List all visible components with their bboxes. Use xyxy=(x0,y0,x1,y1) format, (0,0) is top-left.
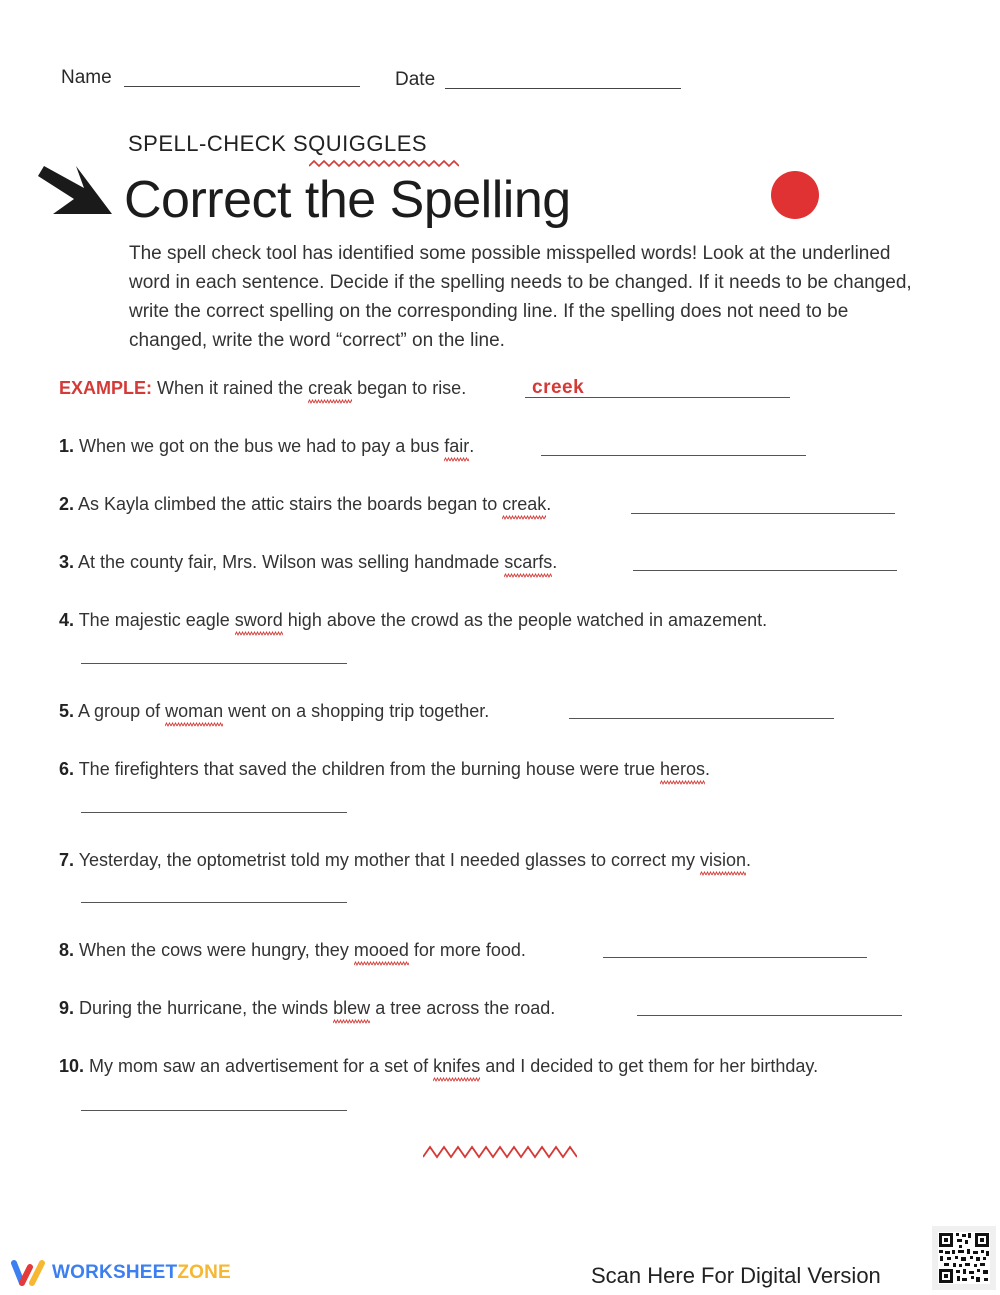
sentence-text: Yesterday, the optometrist told my mother that I needed glasses to correct my xyxy=(74,850,700,870)
flagged-word: sword xyxy=(234,610,283,630)
question-number: 4. xyxy=(59,610,75,630)
answer-line-2[interactable] xyxy=(631,513,895,514)
sentence-text: When the cows were hungry, they xyxy=(74,940,354,960)
sentence-text: A group of xyxy=(74,701,166,721)
sentence-text: When it rained the xyxy=(152,378,309,398)
sentence-text: At the county fair, Mrs. Wilson was selling handmade xyxy=(74,552,505,572)
scan-instruction: Scan Here For Digital Version xyxy=(591,1263,881,1288)
squiggle-decoration xyxy=(423,1145,577,1159)
question-2 xyxy=(59,494,551,515)
question-5 xyxy=(59,701,489,722)
question-4 xyxy=(59,610,767,631)
sentence-text: During the hurricane, the winds xyxy=(74,998,334,1018)
sentence-text: The firefighters that saved the children from the burning house were true xyxy=(74,759,661,779)
sentence-text: for more food. xyxy=(408,940,526,960)
question-3 xyxy=(59,552,557,573)
name-label: Name xyxy=(61,67,112,88)
worksheet-zone-logo-icon xyxy=(8,1259,46,1287)
sentence-text: . xyxy=(746,850,752,870)
qr-code-icon xyxy=(932,1226,996,1290)
question-number: 9. xyxy=(59,998,75,1018)
sentence-text: As Kayla climbed the attic stairs the boards began to xyxy=(74,494,503,514)
kicker-heading xyxy=(128,131,427,157)
sentence-text: . xyxy=(469,436,475,456)
red-dot-decoration xyxy=(771,171,819,219)
sentence-text: . xyxy=(705,759,711,779)
sentence-text: . xyxy=(546,494,552,514)
question-number: 6. xyxy=(59,759,75,779)
question-number: 5. xyxy=(59,701,75,721)
question-10 xyxy=(59,1056,818,1077)
flagged-word: heros xyxy=(660,759,706,779)
question-9 xyxy=(59,998,555,1019)
flagged-word: vision xyxy=(700,850,747,870)
sentence-text: a tree across the road. xyxy=(370,998,556,1018)
question-number: 1. xyxy=(59,436,75,456)
answer-line-4[interactable] xyxy=(81,663,347,664)
example-label: EXAMPLE: xyxy=(59,378,153,398)
arrow-icon xyxy=(36,166,116,220)
flagged-word: scarfs xyxy=(504,552,553,572)
answer-line-1[interactable] xyxy=(541,455,806,456)
question-number: 8. xyxy=(59,940,75,960)
answer-line-8[interactable] xyxy=(603,957,867,958)
question-number: 2. xyxy=(59,494,75,514)
flagged-word: creak xyxy=(502,494,547,514)
example-answer-line xyxy=(525,397,790,398)
question-number: 10. xyxy=(59,1056,85,1076)
sentence-text: When we got on the bus we had to pay a bus xyxy=(74,436,445,456)
sentence-text: The majestic eagle xyxy=(74,610,235,630)
flagged-word: mooed xyxy=(353,940,409,960)
flagged-word: woman xyxy=(165,701,224,721)
flagged-word: creak xyxy=(308,378,353,398)
question-7 xyxy=(59,850,751,871)
question-number: 7. xyxy=(59,850,75,870)
date-field[interactable] xyxy=(445,88,681,89)
answer-line-6[interactable] xyxy=(81,812,347,813)
answer-line-3[interactable] xyxy=(633,570,897,571)
logo-text-zone: ZONE xyxy=(177,1262,231,1283)
sentence-text: went on a shopping trip together. xyxy=(223,701,490,721)
logo-text-worksheet: WORKSHEET xyxy=(52,1262,178,1283)
sentence-text: and I decided to get them for her birthday. xyxy=(480,1056,819,1076)
kicker-squiggles-text: SQUIGGLES xyxy=(292,131,428,156)
qr-code[interactable] xyxy=(932,1226,996,1290)
date-label: Date xyxy=(395,69,436,90)
worksheet-zone-logo[interactable] xyxy=(8,1258,231,1288)
question-1 xyxy=(59,436,474,457)
question-8 xyxy=(59,940,526,961)
question-6 xyxy=(59,759,710,780)
flagged-word: knifes xyxy=(433,1056,481,1076)
example-answer: creek xyxy=(532,377,585,398)
answer-line-5[interactable] xyxy=(569,718,834,719)
example-sentence xyxy=(59,378,466,399)
answer-line-10[interactable] xyxy=(81,1110,347,1111)
kicker-text: SPELL-CHECK xyxy=(128,131,293,156)
flagged-word: blew xyxy=(333,998,371,1018)
name-field[interactable] xyxy=(124,86,360,87)
answer-line-9[interactable] xyxy=(637,1015,902,1016)
instructions-paragraph: The spell check tool has identified some possible misspelled words! Look at the underlined word in each sentence. Decide if the spelling needs to be changed. If it needs to be changed, write the correct spelling on the corresponding line. If the spelling does not need to be changed, write the word “correct” on the line. xyxy=(129,243,912,351)
sentence-text: . xyxy=(552,552,558,572)
question-number: 3. xyxy=(59,552,75,572)
sentence-text: My mom saw an advertisement for a set of xyxy=(84,1056,434,1076)
kicker-squiggle-underline xyxy=(309,160,459,168)
page-title: Correct the Spelling xyxy=(124,171,571,229)
flagged-word: fair xyxy=(444,436,470,456)
sentence-text: began to rise. xyxy=(352,378,467,398)
sentence-text: high above the crowd as the people watched in amazement. xyxy=(282,610,768,630)
answer-line-7[interactable] xyxy=(81,902,347,903)
